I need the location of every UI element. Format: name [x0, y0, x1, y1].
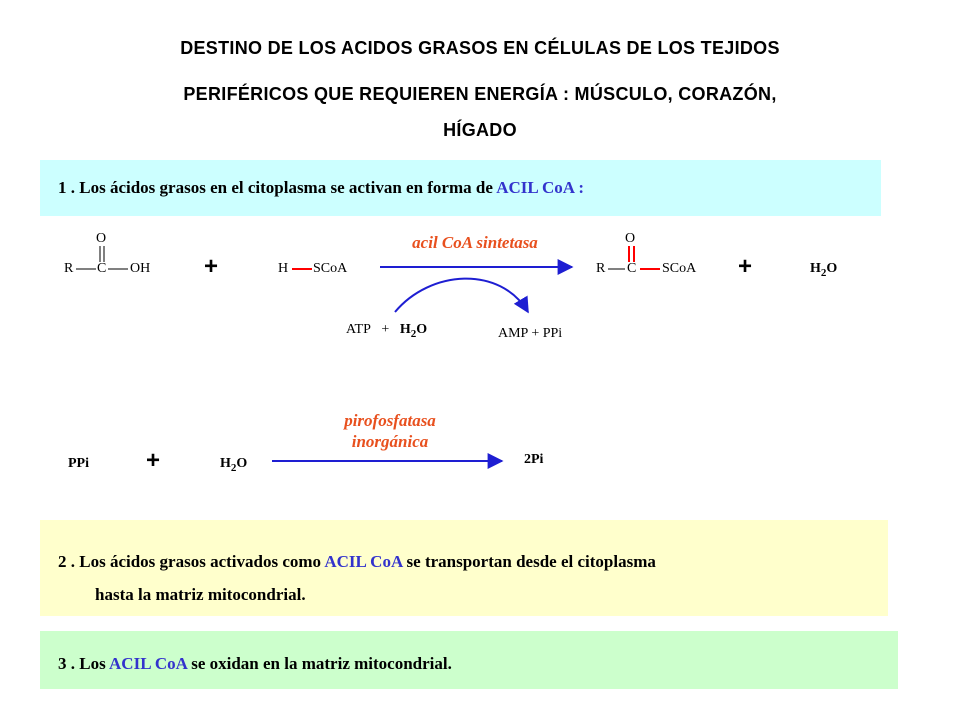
r2-water: $H_2O$ — [220, 456, 248, 474]
enzyme-pirofosfatasa: pirofosfatasa inorgánica — [344, 411, 436, 451]
enzyme-acil-coa-sintetasa: acil CoA sintetasa — [412, 233, 538, 252]
step-1-text: 1 . Los ácidos grasos en el citoplasma se activan en forma de — [58, 178, 493, 197]
cofactor-in: ATP + $H_2O$ — [346, 322, 428, 340]
p1-c: C — [627, 261, 637, 276]
step-2-line-1: 2 . Los ácidos grasos activados como ACIL CoA se transportan desde el citoplasma — [58, 552, 656, 571]
r2-product-2pi: 2Pi — [524, 452, 544, 467]
p1-o: O — [625, 231, 636, 246]
step-3-box: 3 . Los ACIL CoA se oxidan en la matriz mitocondrial. — [40, 631, 898, 689]
cofactor-out: AMP + PPi — [498, 326, 563, 341]
p1-scoa: SCoA — [662, 261, 697, 276]
r2-h: H — [278, 261, 289, 276]
plus-reaction2: + — [146, 447, 161, 474]
step-1-highlight: ACIL CoA : — [496, 178, 585, 197]
step-3-highlight: ACIL CoA — [109, 654, 187, 673]
p1-r: R — [596, 261, 606, 276]
r2-scoa: SCoA — [313, 261, 348, 276]
page-title-line-2: PERIFÉRICOS QUE REQUIEREN ENERGÍA : MÚSCULO, CORAZÓN, — [183, 84, 777, 104]
r2-ppi: PPi — [68, 456, 89, 471]
plus-r1: + — [204, 253, 219, 280]
r1-r: R — [64, 261, 74, 276]
p2-water: $H_2O$ — [810, 261, 838, 279]
step-2-box — [40, 520, 888, 616]
r1-c: C — [97, 261, 107, 276]
r1-oh: OH — [130, 261, 151, 276]
plus-p1: + — [738, 253, 753, 280]
step-2-line-2: hasta la matriz mitocondrial. — [95, 585, 306, 604]
page-title-line-1: DESTINO DE LOS ACIDOS GRASOS EN CÉLULAS DE LOS TEJIDOS — [180, 38, 780, 58]
step-2-highlight: ACIL CoA — [324, 552, 403, 571]
r1-o: O — [96, 231, 107, 246]
cofactor-curved-arrow — [395, 279, 528, 312]
page-title-line-3: HÍGADO — [443, 120, 517, 140]
